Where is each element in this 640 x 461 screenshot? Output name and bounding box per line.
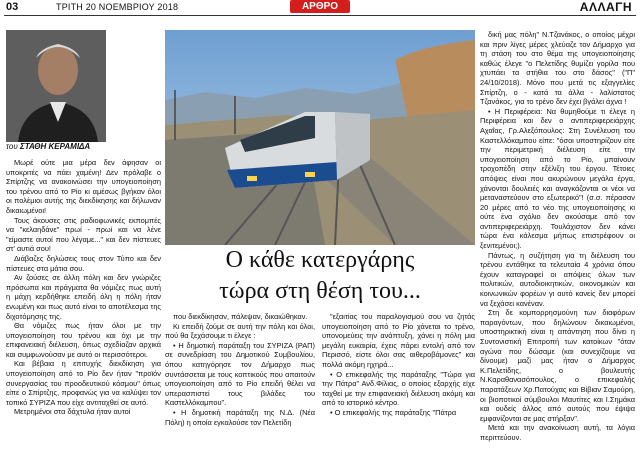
article-column-2 (165, 312, 315, 427)
paragraph: Μωρέ ούτε μια μέρα δεν άφησαν οι υποκριτές να πάει χαμένη! Δεν πρόλαβε ο Σπίρτζης να ανακοινώσει την υπογειοποίηση του τρένου από το Ρίο κι αμέσως βγήκαν όλοι οι πολέμιοι αυτής της διεκδίκησης και δήλωναν δικαιωμένοι! (6, 158, 161, 215)
paragraph: Πάντως, η συζήτηση για τη διέλευση του τρένου εντάθηκε τα τελευταία 4 χρόνια όπου έχουν καταγραφεί οι απόψεις όλων των πολιτικών, αυτοδιοικητικών, οικονομικών και κοινωνικών φορέων γι αυτό κανείς δεν μπορεί να ξεχάσει κανέναν. (480, 250, 635, 308)
author-photo (6, 30, 106, 142)
page-header (0, 0, 640, 14)
headline-line-1: Ο κάθε κατεργάρης (225, 247, 415, 273)
paragraph: Μετρημένοι στα δάχτυλα ήταν αυτοί (14, 407, 131, 417)
author-caption (6, 142, 161, 154)
headline (165, 245, 475, 307)
paragraph: Θα νόμιζες πως ήταν όλοι με την υπογειοποίηση του τρένου και όχι με την επιφανειακή διέλευση, όπως σχεδίαζαν αρχικά και συμφωνούσαν με αυτό οι περισσότεροι. (6, 321, 161, 359)
bullet-paragraph: • Η δημοτική παράταξη του ΣΥΡΙΖΑ (ΡΑΠ) σε συνεδρίαση του Δημοτικού Συμβουλίου, όπου κατηγόρησε τον Δήμαρχο πως συντάσσεται με τους κοπτικούς που απαιτούν υπογειοποίηση από το Ρίο επειδή θέλει να υπερασπιστεί τους βιλάδες του Καστελλόκαμπου". (165, 341, 315, 408)
bullet-paragraph: • Ο επικεφαλής της παράταξης "Τώρα για την Πάτρα" Ανδ.Φίλιας, ο οποίος εξαρχής είχε ταχθεί με την επιφανειακή διέλευση ακόμη και από το ιστορικό κέντρο. (322, 370, 475, 408)
paragraph: Αν ζούσες σε άλλη πόλη και δεν γνώριζες πρόσωπα και πράγματα θα νόμιζες πως αυτή η μάχη κερδήθηκε επειδή όλη η πόλη ήταν ενωμένη και πως αυτό είναι το αποτέλεσμα της διχοτόμησης της. (6, 273, 161, 321)
paper-name: ΑΛΛΑΓΗ (579, 0, 632, 14)
author-name: ΣΤΑΘΗ ΚΕΡΑΜΙΔΑ (19, 142, 91, 151)
paragraph: Διάβαζες δηλώσεις τους στον Τύπο και δεν πίστευες στα μάτια σου. (6, 253, 161, 273)
article-column-1 (6, 158, 161, 417)
bullet-paragraph: • Η Περιφέρεια: Να θυμηθούμε τι έλεγε η Περιφέρεια και δεν ο αντιπεριφερειάρχης Αχαΐας, Γρ.Αλεξόπουλος: Στη Συνέλευση του Καστελλόκαμπου είπε: "όσοι υποστηρίζουν είτε την περιμετρική διέλευση είτε την υπογειοποίηση από το Ρίο, μπαίνουν τροχοπέδη στην εξέλιξη του έργου. Τέτοιες απόψεις είναι που ακυρώνουν μεγάλα έργα, χάνονται δουλειές και αναγκάζονται οι νέοι να μεταναστεύουν στο εξωτερικό"! (σ.σ. πέρασαν 20 μέρες από το νέο της υπογειοποίησης κι ούτε ένα σχόλιο δεν ακούσαμε από τον αντιπεριφερειάρχη. Τουλάχιστον δεν κάνει τώρα ένα κάλεσμα μήπως επιστρέφουν οι ξενιτεμένοι;). (480, 107, 635, 251)
author-prefix: του (6, 142, 18, 151)
header-rule (4, 15, 636, 16)
page-number: 03 (6, 1, 19, 13)
paragraph: "εξαιτίας του παραλογισμού σου να ζητάς υπογειοποίηση από το Ρίο χάνεται το τρένο, υπονομεύεις την ανάπτυξη, χάνει η πόλη μια μεγάλη ευκαιρία, έχεις πάρει εντολή από τον Περισσό, είστε όλοι σας αιθεροβάμονες" και πολλά ακόμη ηχηρά... (322, 312, 475, 369)
train-photo (165, 30, 475, 245)
article-column-3 (322, 312, 475, 418)
paragraph: Τους άκουσες στις ραδιοφωνικές εκπομπές να "κελαηδάνε" πρωί - πρωί και να λένε "είμαστε αυτοί που λέγαμε..." και δεν πίστευες στ' αυτιά σου! (6, 215, 161, 254)
paragraph: Μετά και την ανακοίνωση αυτή, τα λόγια περιττεύουν. (480, 423, 635, 442)
section-badge: ΑΡΘΡΟ (290, 0, 350, 13)
paragraph: Και βέβαια η επιτυχής διεκδίκηση για υπογειοποίηση από το Ρίο δεν ήταν "προϊόν συνεργασίας του προοδευτικού κόσμου" όπως είπε ο Σπίρτζης, προφανώς για να καλύψει τον τοπικό ΣΥΡΙΖΑ που είχε αντιταχθεί σε αυτό. (6, 359, 161, 407)
paragraph: Κι επειδή ζούμε σε αυτή την πόλη και όλοι, πού θα ξεχάσουμε τι έλεγε : (165, 321, 315, 341)
bullet-paragraph: • Ο επικεφαλής της παράταξης "Πάτρα (322, 408, 475, 418)
article-column-4 (480, 30, 635, 443)
paragraph: που διεκδίκησαν, πάλεψαν, δικαιώθηκαν. (173, 312, 308, 321)
issue-date: ΤΡΙΤΗ 20 ΝΟΕΜΒΡΙΟΥ 2018 (56, 2, 179, 12)
paragraph: Στη δε κομπορρησμούνη των διαφόρων παραγόντων, που δηλώνουν δικαιωμένοι, υποστηρικτική είναι η απάντηση που δίνει η Συντονιστική Επιτροπή των κατοίκων "όταν αγώνα που δώσαμε (και συνεχίζουμε να δίνουμε) μαζί μας ήταν ο Δήμαρχος Κ.Πελετίδης, ο βουλευτής Ν.Καραθανασόπουλος, ο επικεφαλής παρατάξεων Χρ.Πατούχας και Βίβιαν Σαμούρη, οι βιοποτικοί σύμβουλοι Μαυτίτες και Ι.Σημάκα και ουδείς άλλος από αυτούς που έψιψα εμφανίζονται σε μας στήρξαν". (480, 308, 635, 423)
headline-line-2: τώρα στη θέση του... (219, 278, 421, 304)
paragraph: δική μας πόλη" Ν.Τζανάκος, ο οποίος μέχρι και πριν λίγες μέρες χλεύαζε τον Δήμαρχο για τη στάση του στο θέμα της υπογειοποίησης καθώς έλεγε "ο Πελετίδης θυμίζει γορίλα που χτυπάει τα στήθια του στο δάσος" ("Π" 24/10/2018). Μόνο που μετά τις εξαγγελίες Σπίρτζη, ο - κατά τα άλλα - λαλίστατος Τζανάκος, για το τρένο δεν έχει βγάλει άχνα ! (480, 30, 635, 107)
bullet-paragraph: • Η δημοτική παράταξη της Ν.Δ. (Νέα Πόλη) η οποία εγκαλούσε τον Πελετίδη (165, 408, 315, 427)
